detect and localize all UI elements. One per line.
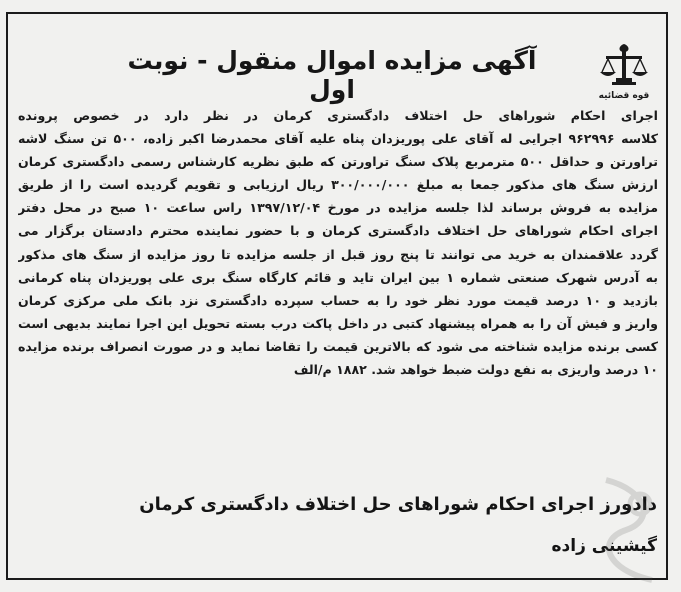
signature-block xyxy=(37,488,657,564)
signature-office: دادورز اجرای احکام شوراهای حل اختلاف دادگستری کرمان xyxy=(139,494,657,515)
body-line: کسی برنده مزایده شناخته می شود که بالاترین قیمت را تقاضا نماید و در صورت انصراف برنده مزایده xyxy=(18,338,658,354)
emblem-caption: قوه قضائیه xyxy=(598,91,650,101)
body-line: کلاسه ۹۶۲۹۹۶ اجرایی له آقای علی پوریزدان پناه علیه آقای محمدرضا اکبر زاده، ۵۰۰ تن سنگ لاشه xyxy=(18,131,658,147)
body-line: گردد علاقمندان به خرید می توانند تا پنج روز قبل از جلسه مزایده تا روز مزایده از سنگ های مذکور xyxy=(18,246,658,262)
body-line: مزایده به فروش برساند لذا جلسه مزایده در مورخ ۱۳۹۷/۱۲/۰۴ راس ساعت ۱۰ صبح در محل دفتر xyxy=(18,200,658,216)
body-line: ارزش سنگ های مذکور جمعا به مبلغ ۳۰۰/۰۰۰/۰۰۰ ریال ارزیابی و تقویم گردیده است را از طریق xyxy=(18,177,658,193)
notice-body xyxy=(18,104,658,381)
body-line: تراورتن و حداقل ۵۰۰ مترمربع پلاک سنگ تراورتن که طبق نظریه کارشناس رسمی دادگستری کرمان xyxy=(18,154,658,170)
body-line: اجرای احکام شوراهای حل اختلاف دادگستری کرمان و با حضور نماینده محترم دادستان برگزار می xyxy=(18,223,658,239)
body-line: بازدید و ۱۰ درصد قیمت مورد نظر خود را به حساب سپرده دادگستری نزد بانک ملی مرکزی کرمان xyxy=(18,292,658,308)
notice-title: آگهی مزایده اموال منقول - نوبت اول xyxy=(127,46,537,104)
body-line: به آدرس شهرک صنعتی شماره ۱ بین ایران تاید و قائم کارگاه سنگ بری علی پوریزدان پناه کرمانی xyxy=(18,269,658,285)
notice-header xyxy=(6,12,668,102)
judiciary-emblem-icon xyxy=(596,42,652,102)
body-line-last: ۱۰ درصد واریزی به نفع دولت ضبط خواهد شد. ۱۸۸۲ م/الف xyxy=(293,362,658,378)
signature-name: گیشینی زاده xyxy=(551,536,657,556)
body-line: واریز و فیش آن را به همراه پیشنهاد کتبی در داخل پاکت درب بسته تحویل این اجرا نمایند بدیهی است xyxy=(18,315,658,331)
body-line: اجرای احکام شوراهای حل اختلاف دادگستری کرمان در نظر دارد در خصوص پرونده xyxy=(18,108,658,123)
